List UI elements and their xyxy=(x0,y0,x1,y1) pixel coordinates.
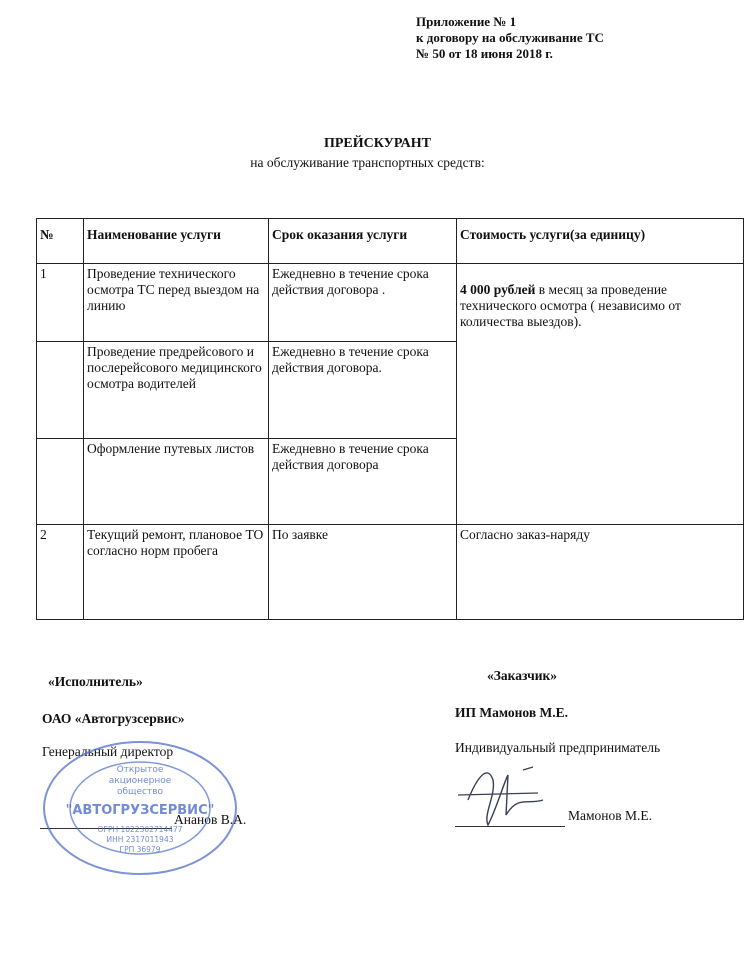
row-service: Текущий ремонт, плановое ТО согласно норм пробега xyxy=(84,525,269,620)
company-stamp xyxy=(40,738,240,883)
row-service: Проведение предрейсового и послерейсового медицинского осмотра водителей xyxy=(84,342,269,439)
stamp-inner-2: акционерное xyxy=(108,776,172,786)
header-cost: Стоимость услуги(за единицу) xyxy=(457,219,744,264)
stamp-ogrn: ОГРН 1022302714477 xyxy=(97,825,183,834)
row-term: Ежедневно в течение срока действия договора. xyxy=(269,342,457,439)
stamp-grp: ГРП 36979 xyxy=(119,845,161,854)
stamp-inner-3: общество xyxy=(116,787,164,797)
executor-label: «Исполнитель» xyxy=(48,674,143,689)
price-table xyxy=(36,218,744,620)
header-number: № xyxy=(37,219,84,264)
appendix-header xyxy=(416,14,604,62)
appendix-line-2: к договору на обслуживание ТС xyxy=(416,30,604,45)
header-service: Наименование услуги xyxy=(84,219,269,264)
row-cost-merged xyxy=(457,264,744,525)
customer-name: Мамонов М.Е. xyxy=(568,808,653,823)
executor-org: ОАО «Автогрузсервис» xyxy=(42,711,185,726)
table-row xyxy=(37,264,744,342)
customer-position: Индивидуальный предприниматель xyxy=(455,740,661,755)
customer-org: ИП Мамонов М.Е. xyxy=(455,705,568,720)
document-title: ПРЕЙСКУРАНТ xyxy=(323,136,432,151)
row-term: По заявке xyxy=(269,525,457,620)
table-row xyxy=(37,525,744,620)
customer-signature xyxy=(448,755,568,840)
row-service: Проведение технического осмотра ТС перед выездом на линию xyxy=(84,264,269,342)
row-service: Оформление путевых листов xyxy=(84,439,269,525)
customer-label: «Заказчик» xyxy=(487,668,558,683)
stamp-inner-1: Открытое xyxy=(116,765,164,775)
header-term: Срок оказания услуги xyxy=(269,219,457,264)
appendix-line-3: № 50 от 18 июня 2018 г. xyxy=(416,46,553,61)
row-term: Ежедневно в течение срока действия договора . xyxy=(269,264,457,342)
table-header-row xyxy=(37,219,744,264)
cost-description: в месяц за проведение технического осмотра ( независимо от количества выездов). xyxy=(460,282,681,329)
executor-name: Ананов В.А. xyxy=(174,812,247,827)
appendix-line-1: Приложение № 1 xyxy=(416,14,517,29)
cost-amount: 4 000 рублей xyxy=(460,282,536,297)
row-number xyxy=(37,439,84,525)
document-subtitle: на обслуживание транспортных средств: xyxy=(250,155,485,170)
executor-position: Генеральный директор xyxy=(42,744,174,759)
stamp-center: "АВТОГРУЗСЕРВИС" xyxy=(65,803,215,818)
row-number: 1 xyxy=(37,264,84,342)
row-term: Ежедневно в течение срока действия договора xyxy=(269,439,457,525)
row-number: 2 xyxy=(37,525,84,620)
stamp-inn: ИНН 2317011943 xyxy=(106,835,174,844)
row-number xyxy=(37,342,84,439)
row-cost: Согласно заказ-наряду xyxy=(457,525,744,620)
